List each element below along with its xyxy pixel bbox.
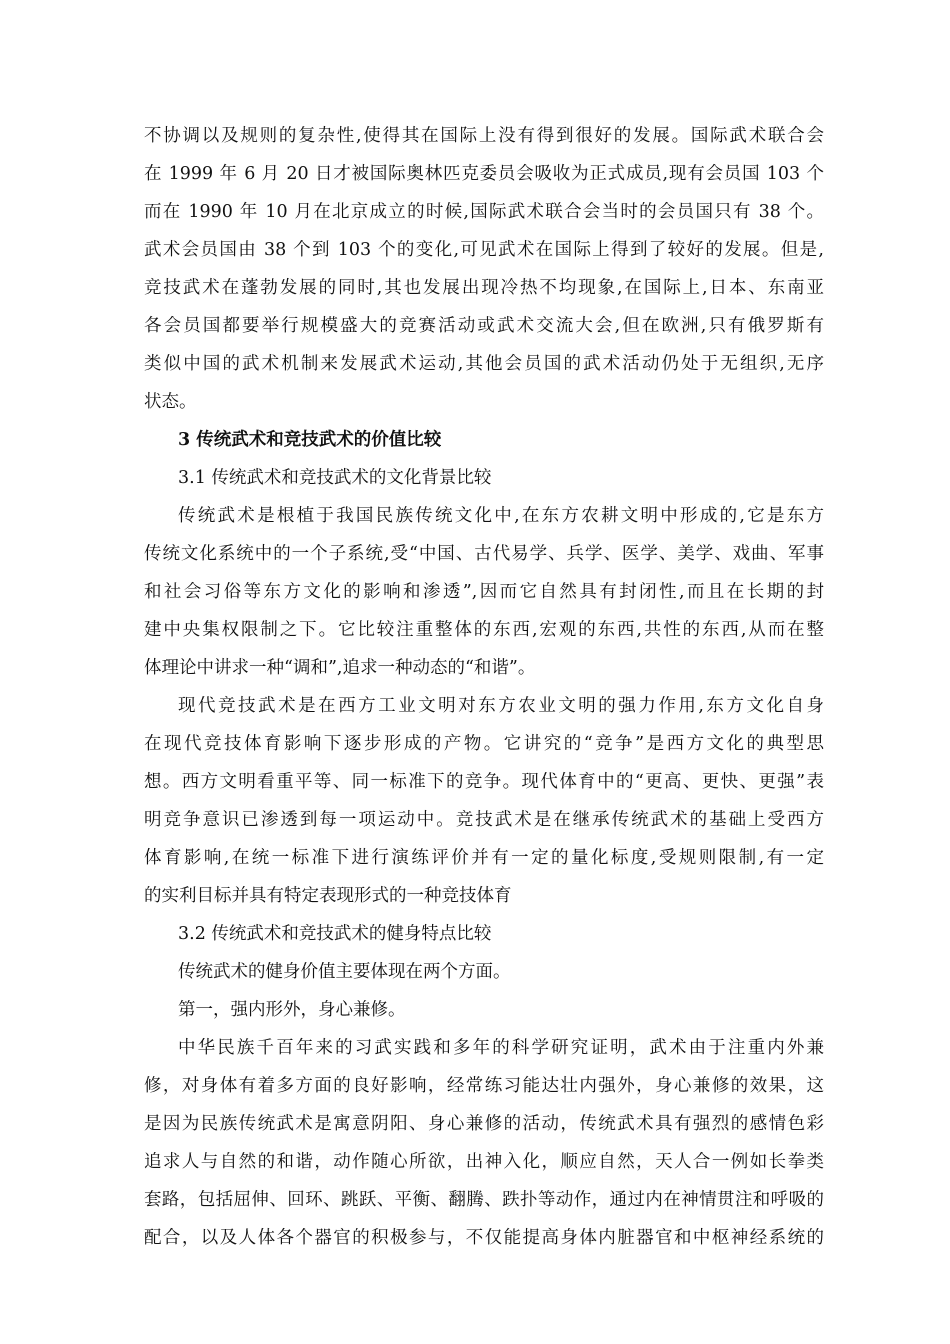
- paragraph-line: 追求人与自然的和谐，动作随心所欲，出神入化，顺应自然，天人合一例如长拳类: [144, 1152, 824, 1172]
- paragraph-line: 和社会习俗等东方文化的影响和渗透”,因而它自然具有封闭性,而且在长期的封: [144, 582, 824, 602]
- paragraph-line: 中华民族千百年来的习武实践和多年的科学研究证明，武术由于注重内外兼: [178, 1038, 824, 1058]
- paragraph-line: 是因为民族传统武术是寓意阴阳、身心兼修的活动，传统武术具有强烈的感情色彩: [144, 1114, 824, 1134]
- paragraph-line: 传统武术的健身价值主要体现在两个方面。: [178, 962, 511, 982]
- paragraph-line: 的实利目标并具有特定表现形式的一种竞技体育: [144, 886, 512, 906]
- section-heading: 3 传统武术和竞技武术的价值比较: [178, 430, 442, 450]
- paragraph-line: 传统文化系统中的一个子系统,受“中国、古代易学、兵学、医学、美学、戏曲、军事: [144, 544, 824, 564]
- paragraph-line: 传统武术是根植于我国民族传统文化中,在东方农耕文明中形成的,它是东方: [178, 506, 824, 526]
- paragraph-line: 建中央集权限制之下。它比较注重整体的东西,宏观的东西,共性的东西,从而在整: [144, 620, 824, 640]
- paragraph-line: 武术会员国由 38 个到 103 个的变化,可见武术在国际上得到了较好的发展。但是,: [144, 240, 824, 260]
- paragraph-line: 不协调以及规则的复杂性,使得其在国际上没有得到很好的发展。国际武术联合会: [144, 126, 824, 146]
- paragraph-line: 状态。: [144, 392, 197, 412]
- subsection-heading: 3.2 传统武术和竞技武术的健身特点比较: [178, 924, 492, 944]
- paragraph-line: 套路，包括屈伸、回环、跳跃、平衡、翻腾、跌扑等动作，通过内在神情贯注和呼吸的: [144, 1190, 824, 1210]
- paragraph-line: 体理论中讲求一种“调和”,追求一种动态的“和谐”。: [144, 658, 536, 678]
- paragraph-line: 第一，强内形外，身心兼修。: [178, 1000, 406, 1020]
- paragraph-line: 竞技武术在蓬勃发展的同时,其也发展出现冷热不均现象,在国际上,日本、东南亚: [144, 278, 824, 298]
- paragraph-line: 类似中国的武术机制来发展武术运动,其他会员国的武术活动仍处于无组织,无序: [144, 354, 824, 374]
- paragraph-line: 在 1999 年 6 月 20 日才被国际奥林匹克委员会吸收为正式成员,现有会员国 103 个: [144, 164, 824, 184]
- paragraph-line: 体育影响,在统一标准下进行演练评价并有一定的量化标度,受规则限制,有一定: [144, 848, 824, 868]
- paragraph-line: 配合，以及人体各个器官的积极参与，不仅能提高身体内脏器官和中枢神经系统的: [144, 1228, 824, 1248]
- paragraph-line: 各会员国都要举行规模盛大的竞赛活动或武术交流大会,但在欧洲,只有俄罗斯有: [144, 316, 824, 336]
- paragraph-line: 在现代竞技体育影响下逐步形成的产物。它讲究的“竞争”是西方文化的典型思: [144, 734, 824, 754]
- subsection-heading: 3.1 传统武术和竞技武术的文化背景比较: [178, 468, 492, 488]
- paragraph-line: 想。西方文明看重平等、同一标准下的竞争。现代体育中的“更高、更快、更强”表: [144, 772, 824, 792]
- paragraph-line: 明竞争意识已渗透到每一项运动中。竞技武术是在继承传统武术的基础上受西方: [144, 810, 824, 830]
- paragraph-line: 而在 1990 年 10 月在北京成立的时候,国际武术联合会当时的会员国只有 38 个。: [144, 202, 824, 222]
- paragraph-line: 修，对身体有着多方面的良好影响，经常练习能达壮内强外，身心兼修的效果，这: [144, 1076, 824, 1096]
- paragraph-line: 现代竞技武术是在西方工业文明对东方农业文明的强力作用,东方文化自身: [178, 696, 824, 716]
